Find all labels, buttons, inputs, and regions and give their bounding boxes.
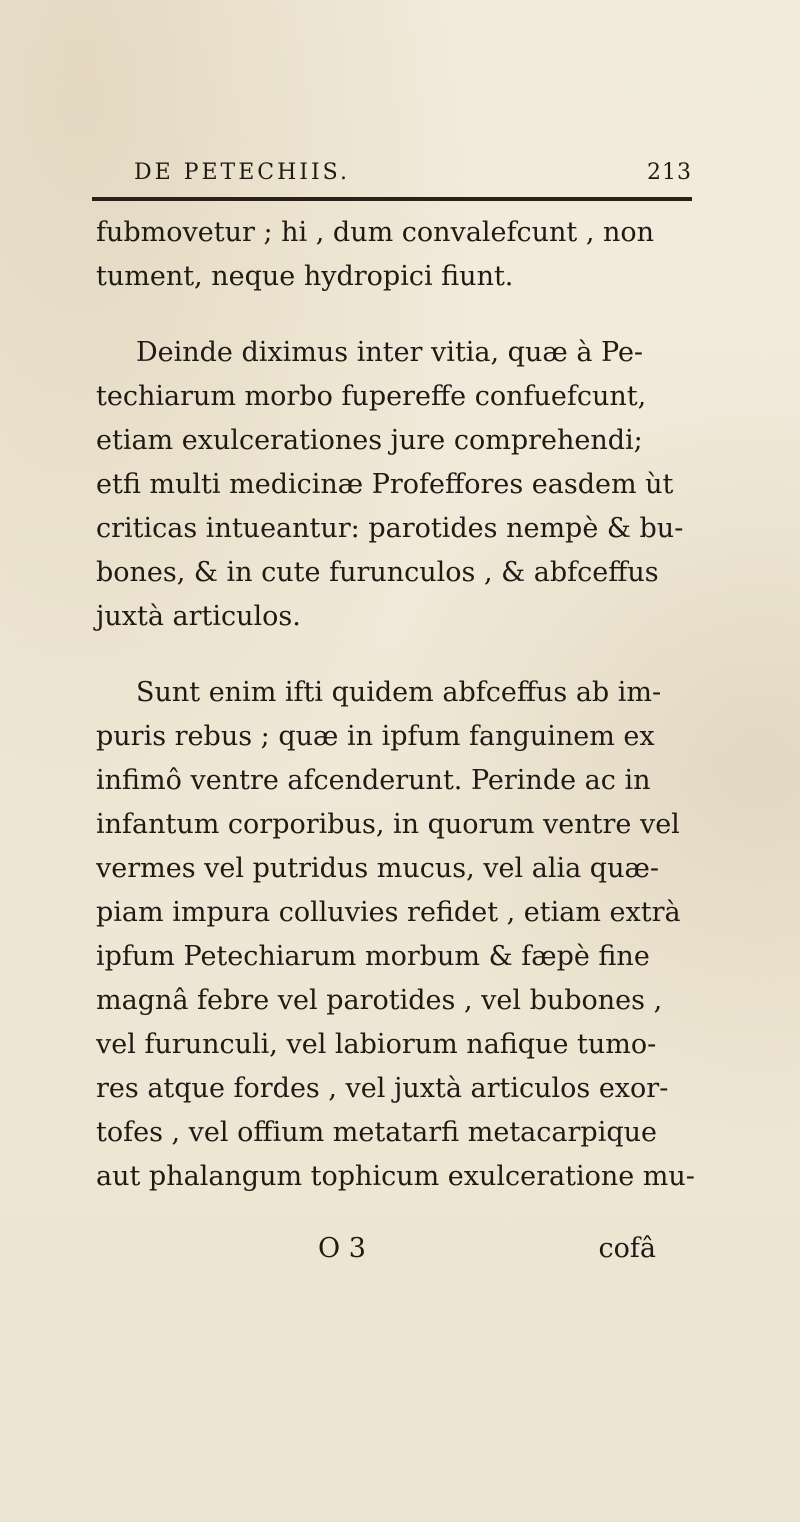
catchword: cofâ xyxy=(598,1233,656,1264)
body-text xyxy=(96,211,700,1199)
text-line: vel furunculi, vel labiorum nafique tumo- xyxy=(96,1029,657,1060)
paragraph-1 xyxy=(96,211,700,299)
text-line: etfi multi medicinæ Profeffores easdem ùt xyxy=(96,469,674,500)
text-line: magnâ febre vel parotides , vel bubones , xyxy=(96,985,663,1016)
text-line: criticas intueantur: parotides nempè & bu- xyxy=(96,513,684,544)
text-line: etiam exulcerationes jure comprehendi; xyxy=(96,425,643,456)
text-line: Deinde diximus inter vitia, quæ à Pe- xyxy=(136,337,644,368)
paragraph-2 xyxy=(96,331,700,639)
text-line: Sunt enim ifti quidem abfceffus ab im- xyxy=(136,677,662,708)
text-line: aut phalangum tophicum exulceratione mu- xyxy=(96,1161,695,1192)
text-line: piam impura colluvies refidet , etiam extrà xyxy=(96,897,681,928)
running-title: DE PETECHIIS. xyxy=(134,160,350,185)
text-line: puris rebus ; quæ in ipfum fanguinem ex xyxy=(96,721,655,752)
text-line: infantum corporibus, in quorum ventre vel xyxy=(96,809,680,840)
text-line: infimô ventre afcenderunt. Perinde ac in xyxy=(96,765,651,796)
header-rule xyxy=(92,197,692,201)
signature-mark: O 3 xyxy=(318,1233,366,1264)
text-line: ipfum Petechiarum morbum & fæpè fine xyxy=(96,941,650,972)
text-line: techiarum morbo fupereffe confuefcunt, xyxy=(96,381,647,412)
paragraph-3 xyxy=(96,671,700,1199)
text-line: bones, & in cute furunculos , & abfceffus xyxy=(96,557,659,588)
text-line: fubmovetur ; hi , dum convalefcunt , non xyxy=(96,217,655,248)
page-footer xyxy=(96,1233,656,1277)
text-line: vermes vel putridus mucus, vel alia quæ- xyxy=(96,853,659,884)
text-line: tofes , vel offium metatarfi metacarpique xyxy=(96,1117,657,1148)
text-line: res atque fordes , vel juxtà articulos exor- xyxy=(96,1073,669,1104)
text-line: tument, neque hydropici fiunt. xyxy=(96,261,514,292)
running-header xyxy=(92,160,692,200)
page-number: 213 xyxy=(647,160,692,185)
text-line: juxtà articulos. xyxy=(96,601,301,632)
